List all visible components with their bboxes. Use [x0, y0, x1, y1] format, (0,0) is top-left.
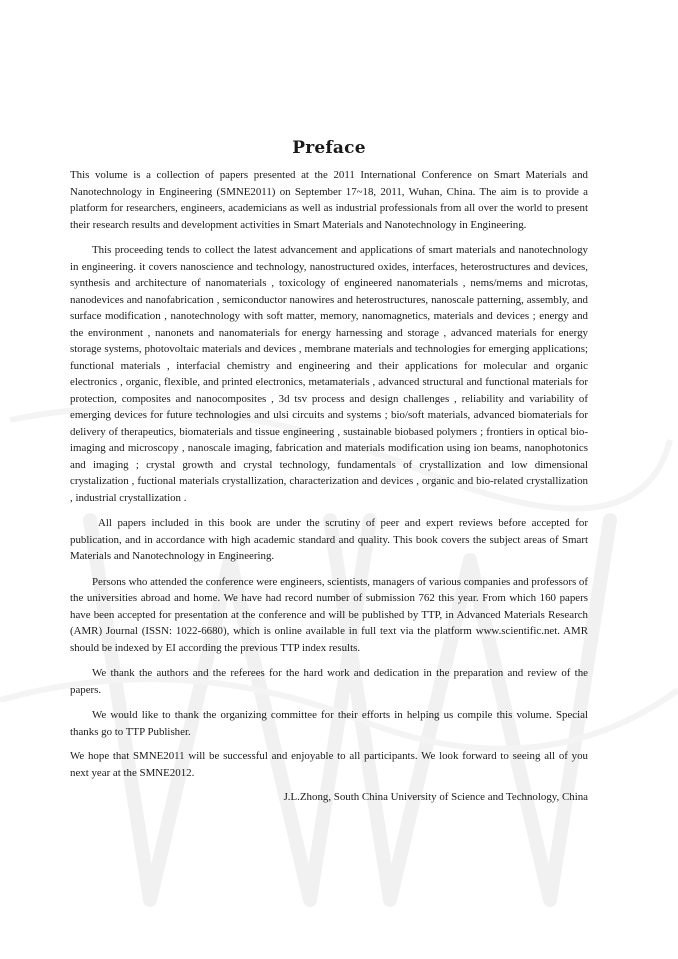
- page-title: Preface: [292, 138, 366, 158]
- paragraph-review: All papers included in this book are under the scrutiny of peer and expert reviews before accepted for publication, and in accordance with high academic standard and quality. This book covers the subject areas of Smart Materials and Nanotechnology in Engineering.: [70, 517, 588, 562]
- paragraph-closing: We hope that SMNE2011 will be successful and enjoyable to all participants. We look forward to seeing all of you next year at the SMNE2012.: [70, 750, 588, 779]
- paragraph-thanks-authors: We thank the authors and the referees for the hard work and dedication in the preparation and review of the papers.: [70, 667, 588, 696]
- signature: J.L.Zhong, South China University of Science and Technology, China: [283, 791, 588, 803]
- paragraph-attendees: Persons who attended the conference were engineers, scientists, managers of various companies and professors of the universities abroad and home. We have had record number of submission 762 this year. From which 160 papers have been accepted for presentation at the conference and will be published by TTP, in Advanced Materials Research (AMR) Journal (ISSN: 1022-6680), which is online available in full text via the platform www.scientific.net. AMR should be indexed by EI according the previous TTP index results.: [70, 575, 588, 654]
- paragraph-thanks-committee: We would like to thank the organizing committee for their efforts in helping us compile this volume. Special thanks go to TTP Publisher.: [70, 709, 588, 738]
- paragraph-topics: This proceeding tends to collect the latest advancement and applications of smart materials and nanotechnology in engineering. it covers nanoscience and technology, nanostructured oxides, interfaces, heterostructures and devices, synthesis and architecture of nanomaterials , toxicology of engineered nanomaterials , nems/mems and microtas, nanodevices and nanofabrication , semiconductor nanowires and heterostructures, nanoscale patterning, assembly, and surface modification , nanotechnology with soft matter, memory, nanomagnetics, materials and devices ; energy and the environment , nanonets and nanomaterials for energy harnessing and storage , advanced materials for energy storage systems, photovoltaic materials and devices , membrane materials and technologies for emerging applications; functional materials , interfacial chemistry and engineering and their applications for molecular and organic electronics , organic, flexible, and printed electronics, metamaterials , advanced structural and functional materials for protection, composites and nanocomposites , 3d tsv process and design challenges , reliability and variability of emerging devices for future technologies and ulsi circuits and systems ; bio/soft materials, advanced biomaterials for delivery of therapeutics, biomaterials and tissue engineering , sustainable biobased polymers ; frontiers in optical bio-imaging and microscopy , nanoscale imaging, fabrication and materials modification using ion beams, nanophotonics and imaging ; crystal growth and crystal technology, fundamentals of crystallization and low dimensional crystalization , fuctional materials crystallization, characterization and devices , organic and bio-related crystallization , industrial crystallization .: [70, 244, 588, 504]
- paragraph-intro: This volume is a collection of papers presented at the 2011 International Conference on Smart Materials and Nanotechnology in Engineering (SMNE2011) on September 17~18, 2011, Wuhan, China. The aim is to provide a platform for researchers, engineers, academicians as well as industrial professionals from all over the world to present their research results and development activities in Smart Materials and Nanotechnology in Engineering.: [70, 169, 588, 231]
- preface-content: [70, 138, 588, 805]
